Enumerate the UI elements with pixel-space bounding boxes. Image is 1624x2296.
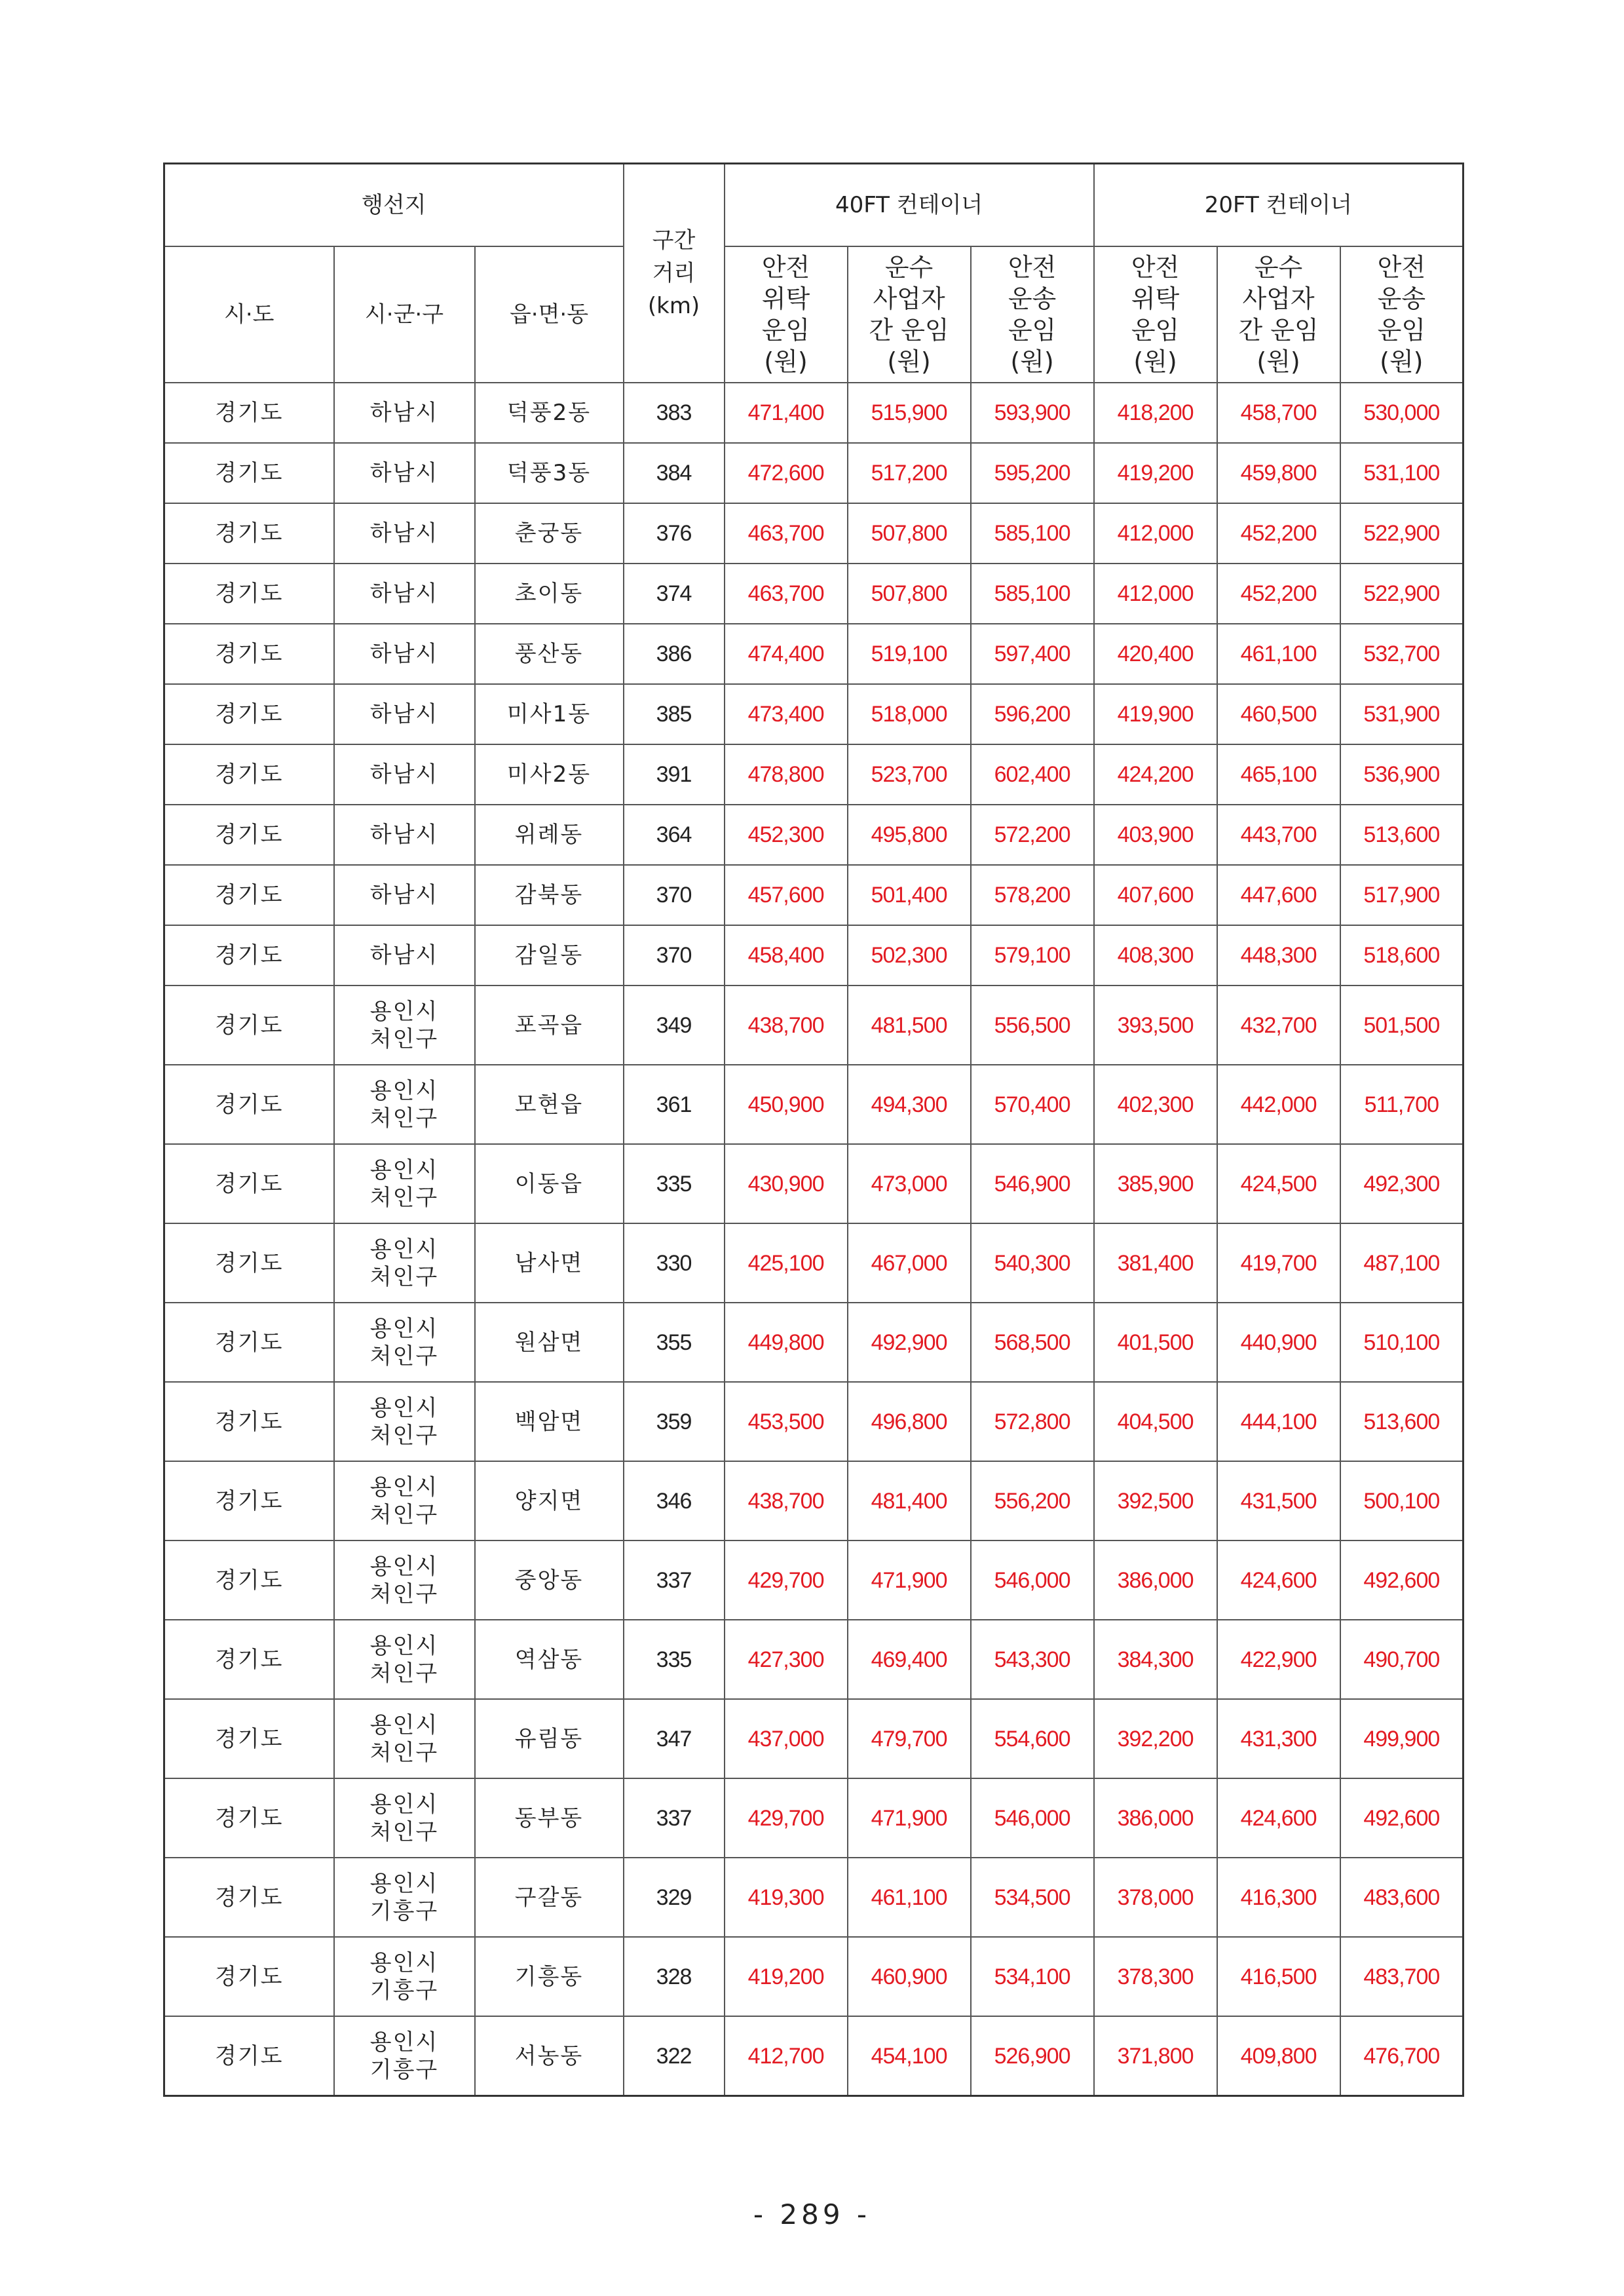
ft20-carrier-cell: 461,100 [1217,624,1340,684]
province-cell: 경기도 [164,2016,334,2096]
ft20-carrier-cell: 460,500 [1217,684,1340,744]
table-row [164,865,1463,925]
ft20-carrier-cell: 442,000 [1217,1065,1340,1144]
town-cell: 미사2동 [475,744,624,805]
distance-cell: 322 [624,2016,725,2096]
ft20-safe-transport-cell: 492,600 [1340,1540,1463,1620]
ft40-carrier-cell: 494,300 [848,1065,971,1144]
ft40-safe-consign-cell: 438,700 [725,985,848,1065]
distance-header: 구간 거리 (km) [624,164,725,383]
ft40-carrier-header: 운수 사업자 간 운임 (원) [848,246,971,383]
distance-cell: 337 [624,1540,725,1620]
ft40-carrier-cell: 495,800 [848,805,971,865]
ft20-safe-consign-cell: 403,900 [1094,805,1217,865]
town-cell: 감북동 [475,865,624,925]
ft20-safe-transport-cell: 518,600 [1340,925,1463,985]
ft20-safe-consign-cell: 419,200 [1094,443,1217,503]
ft40-safe-consign-cell: 452,300 [725,805,848,865]
ft20-safe-consign-cell: 386,000 [1094,1540,1217,1620]
table-row [164,1699,1463,1778]
town-cell: 감일동 [475,925,624,985]
town-cell: 모현읍 [475,1065,624,1144]
ft40-safe-transport-cell: 526,900 [971,2016,1094,2096]
ft20-safe-transport-cell: 522,900 [1340,503,1463,564]
table-row [164,1382,1463,1461]
province-cell: 경기도 [164,383,334,443]
table-row [164,1303,1463,1382]
city-cell: 용인시 처인구 [334,1620,475,1699]
ft20-safe-consign-cell: 412,000 [1094,564,1217,624]
distance-cell: 361 [624,1065,725,1144]
ft20-safe-consign-cell: 408,300 [1094,925,1217,985]
town-cell: 구갈동 [475,1858,624,1937]
town-cell: 풍산동 [475,624,624,684]
ft40-safe-consign-cell: 471,400 [725,383,848,443]
ft20-carrier-cell: 452,200 [1217,503,1340,564]
table-row [164,805,1463,865]
ft20-safe-consign-cell: 381,400 [1094,1223,1217,1303]
ft40-safe-consign-cell: 457,600 [725,865,848,925]
city-header: 시·군·구 [334,246,475,383]
table-row [164,744,1463,805]
ft40-safe-transport-cell: 585,100 [971,564,1094,624]
ft20-safe-consign-cell: 424,200 [1094,744,1217,805]
ft20-safe-transport-cell: 513,600 [1340,1382,1463,1461]
ft40-carrier-cell: 481,400 [848,1461,971,1540]
city-cell: 용인시 처인구 [334,1778,475,1858]
ft20-carrier-header: 운수 사업자 간 운임 (원) [1217,246,1340,383]
city-cell: 용인시 처인구 [334,985,475,1065]
ft40-safe-transport-cell: 543,300 [971,1620,1094,1699]
table-row [164,1858,1463,1937]
table-row [164,1540,1463,1620]
distance-cell: 374 [624,564,725,624]
ft20-carrier-cell: 458,700 [1217,383,1340,443]
ft20-safe-consign-cell: 371,800 [1094,2016,1217,2096]
distance-cell: 335 [624,1620,725,1699]
ft20-safe-transport-cell: 483,600 [1340,1858,1463,1937]
ft40-safe-transport-cell: 602,400 [971,744,1094,805]
ft40-safe-consign-cell: 437,000 [725,1699,848,1778]
ft40-safe-transport-cell: 570,400 [971,1065,1094,1144]
ft20-safe-transport-header: 안전 운송 운임 (원) [1340,246,1463,383]
ft40-safe-consign-cell: 430,900 [725,1144,848,1223]
city-cell: 하남시 [334,443,475,503]
province-cell: 경기도 [164,1620,334,1699]
table-row [164,1223,1463,1303]
ft20-carrier-cell: 431,300 [1217,1699,1340,1778]
province-header: 시·도 [164,246,334,383]
freight-rate-table [163,163,1464,2097]
town-cell: 춘궁동 [475,503,624,564]
ft20-carrier-cell: 431,500 [1217,1461,1340,1540]
ft20-carrier-cell: 424,600 [1217,1778,1340,1858]
ft20-safe-consign-header: 안전 위탁 운임 (원) [1094,246,1217,383]
ft20-safe-consign-cell: 378,300 [1094,1937,1217,2016]
city-cell: 용인시 기흥구 [334,1858,475,1937]
town-cell: 미사1동 [475,684,624,744]
ft40-safe-transport-cell: 534,500 [971,1858,1094,1937]
province-cell: 경기도 [164,1461,334,1540]
town-cell: 초이동 [475,564,624,624]
ft20-safe-consign-cell: 384,300 [1094,1620,1217,1699]
table-row [164,985,1463,1065]
city-cell: 하남시 [334,744,475,805]
ft40-safe-transport-cell: 593,900 [971,383,1094,443]
table-row [164,2016,1463,2096]
ft20-carrier-cell: 416,500 [1217,1937,1340,2016]
ft40-safe-transport-cell: 556,200 [971,1461,1094,1540]
ft40-safe-consign-cell: 438,700 [725,1461,848,1540]
ft40-safe-transport-cell: 568,500 [971,1303,1094,1382]
ft40-safe-consign-cell: 412,700 [725,2016,848,2096]
ft40-safe-consign-cell: 419,300 [725,1858,848,1937]
ft20-carrier-cell: 416,300 [1217,1858,1340,1937]
ft40-safe-transport-cell: 596,200 [971,684,1094,744]
ft40-safe-consign-cell: 429,700 [725,1540,848,1620]
province-cell: 경기도 [164,1223,334,1303]
ft40-carrier-cell: 519,100 [848,624,971,684]
town-cell: 역삼동 [475,1620,624,1699]
city-cell: 하남시 [334,805,475,865]
town-cell: 유림동 [475,1699,624,1778]
province-cell: 경기도 [164,1144,334,1223]
ft20-carrier-cell: 447,600 [1217,865,1340,925]
ft40-carrier-cell: 501,400 [848,865,971,925]
ft20-safe-transport-cell: 476,700 [1340,2016,1463,2096]
ft40-carrier-cell: 507,800 [848,564,971,624]
ft20-safe-transport-cell: 517,900 [1340,865,1463,925]
ft40-safe-transport-cell: 579,100 [971,925,1094,985]
ft20-safe-consign-cell: 392,200 [1094,1699,1217,1778]
ft40-safe-transport-cell: 546,000 [971,1540,1094,1620]
ft40-safe-transport-cell: 546,000 [971,1778,1094,1858]
distance-cell: 370 [624,925,725,985]
province-cell: 경기도 [164,624,334,684]
distance-cell: 386 [624,624,725,684]
table-row [164,1144,1463,1223]
table-body [164,383,1463,2096]
town-cell: 남사면 [475,1223,624,1303]
ft40-safe-consign-cell: 429,700 [725,1778,848,1858]
distance-cell: 370 [624,865,725,925]
ft40-safe-transport-cell: 578,200 [971,865,1094,925]
page-number: - 289 - [753,2198,871,2230]
ft40-safe-transport-cell: 597,400 [971,624,1094,684]
city-cell: 하남시 [334,925,475,985]
city-cell: 용인시 처인구 [334,1699,475,1778]
distance-cell: 329 [624,1858,725,1937]
ft40-safe-transport-cell: 595,200 [971,443,1094,503]
ft40-safe-consign-cell: 427,300 [725,1620,848,1699]
ft40-carrier-cell: 523,700 [848,744,971,805]
ft40-safe-consign-cell: 450,900 [725,1065,848,1144]
ft40-carrier-cell: 461,100 [848,1858,971,1937]
ft20-safe-consign-cell: 420,400 [1094,624,1217,684]
ft20-safe-transport-cell: 499,900 [1340,1699,1463,1778]
town-cell: 덕풍3동 [475,443,624,503]
ft20-safe-consign-cell: 407,600 [1094,865,1217,925]
province-cell: 경기도 [164,564,334,624]
town-cell: 이동읍 [475,1144,624,1223]
ft20-carrier-cell: 419,700 [1217,1223,1340,1303]
ft20-safe-consign-cell: 393,500 [1094,985,1217,1065]
ft40-safe-transport-header: 안전 운송 운임 (원) [971,246,1094,383]
table-row [164,1065,1463,1144]
ft20-safe-consign-cell: 386,000 [1094,1778,1217,1858]
ft20-safe-transport-cell: 536,900 [1340,744,1463,805]
table-row [164,1778,1463,1858]
ft40-safe-consign-cell: 473,400 [725,684,848,744]
province-cell: 경기도 [164,684,334,744]
table-row [164,1620,1463,1699]
ft40-safe-transport-cell: 534,100 [971,1937,1094,2016]
ft20-safe-consign-cell: 419,900 [1094,684,1217,744]
ft20-safe-consign-cell: 401,500 [1094,1303,1217,1382]
distance-cell: 335 [624,1144,725,1223]
province-cell: 경기도 [164,744,334,805]
ft40-safe-consign-cell: 453,500 [725,1382,848,1461]
ft40-carrier-cell: 518,000 [848,684,971,744]
ft40-safe-transport-cell: 572,200 [971,805,1094,865]
province-cell: 경기도 [164,1382,334,1461]
ft20-safe-consign-cell: 378,000 [1094,1858,1217,1937]
ft20-carrier-cell: 440,900 [1217,1303,1340,1382]
ft20-safe-transport-cell: 532,700 [1340,624,1463,684]
table-row [164,443,1463,503]
ft40-carrier-cell: 515,900 [848,383,971,443]
ft40-safe-consign-cell: 463,700 [725,503,848,564]
ft20-safe-consign-cell: 418,200 [1094,383,1217,443]
city-cell: 용인시 기흥구 [334,1937,475,2016]
ft40-carrier-cell: 473,000 [848,1144,971,1223]
city-cell: 하남시 [334,865,475,925]
province-cell: 경기도 [164,1858,334,1937]
ft20-carrier-cell: 422,900 [1217,1620,1340,1699]
distance-cell: 385 [624,684,725,744]
ft40-carrier-cell: 471,900 [848,1540,971,1620]
ft40-safe-consign-cell: 458,400 [725,925,848,985]
city-cell: 용인시 처인구 [334,1065,475,1144]
city-cell: 용인시 처인구 [334,1223,475,1303]
ft20-safe-transport-cell: 511,700 [1340,1065,1463,1144]
ft20-carrier-cell: 448,300 [1217,925,1340,985]
ft20-safe-transport-cell: 522,900 [1340,564,1463,624]
ft40-carrier-cell: 492,900 [848,1303,971,1382]
town-cell: 동부동 [475,1778,624,1858]
city-cell: 용인시 처인구 [334,1382,475,1461]
city-cell: 용인시 처인구 [334,1144,475,1223]
province-cell: 경기도 [164,1303,334,1382]
ft20-safe-transport-cell: 501,500 [1340,985,1463,1065]
ft20-carrier-cell: 459,800 [1217,443,1340,503]
province-cell: 경기도 [164,1540,334,1620]
table-row [164,383,1463,443]
town-cell: 포곡읍 [475,985,624,1065]
table-row [164,925,1463,985]
city-cell: 하남시 [334,503,475,564]
town-cell: 중앙동 [475,1540,624,1620]
ft40-carrier-cell: 507,800 [848,503,971,564]
province-cell: 경기도 [164,805,334,865]
ft20-safe-transport-cell: 492,600 [1340,1778,1463,1858]
distance-cell: 346 [624,1461,725,1540]
province-cell: 경기도 [164,443,334,503]
province-cell: 경기도 [164,1699,334,1778]
ft20-carrier-cell: 424,500 [1217,1144,1340,1223]
distance-cell: 391 [624,744,725,805]
distance-cell: 330 [624,1223,725,1303]
town-cell: 위례동 [475,805,624,865]
distance-cell: 364 [624,805,725,865]
distance-cell: 349 [624,985,725,1065]
ft40-safe-transport-cell: 572,800 [971,1382,1094,1461]
town-cell: 서농동 [475,2016,624,2096]
ft20-safe-transport-cell: 531,100 [1340,443,1463,503]
ft20-carrier-cell: 409,800 [1217,2016,1340,2096]
ft20-safe-consign-cell: 404,500 [1094,1382,1217,1461]
province-cell: 경기도 [164,1937,334,2016]
ft40-safe-consign-cell: 449,800 [725,1303,848,1382]
ft40-safe-transport-cell: 556,500 [971,985,1094,1065]
ft40-carrier-cell: 502,300 [848,925,971,985]
ft40-carrier-cell: 479,700 [848,1699,971,1778]
city-cell: 용인시 기흥구 [334,2016,475,2096]
ft40-carrier-cell: 517,200 [848,443,971,503]
ft20-safe-consign-cell: 402,300 [1094,1065,1217,1144]
distance-cell: 328 [624,1937,725,2016]
ft40-carrier-cell: 460,900 [848,1937,971,2016]
ft20-safe-transport-cell: 531,900 [1340,684,1463,744]
distance-cell: 383 [624,383,725,443]
ft20-carrier-cell: 443,700 [1217,805,1340,865]
ft40-carrier-cell: 467,000 [848,1223,971,1303]
distance-cell: 384 [624,443,725,503]
ft20-carrier-cell: 424,600 [1217,1540,1340,1620]
table-row [164,624,1463,684]
ft40-safe-consign-cell: 478,800 [725,744,848,805]
city-cell: 하남시 [334,624,475,684]
ft40-safe-transport-cell: 540,300 [971,1223,1094,1303]
city-cell: 하남시 [334,684,475,744]
table-row [164,1461,1463,1540]
distance-cell: 376 [624,503,725,564]
destination-header: 행선지 [164,164,624,247]
ft20-safe-transport-cell: 487,100 [1340,1223,1463,1303]
ft20-carrier-cell: 444,100 [1217,1382,1340,1461]
ft20-header: 20FT 컨테이너 [1094,164,1463,247]
ft20-carrier-cell: 465,100 [1217,744,1340,805]
ft20-safe-consign-cell: 392,500 [1094,1461,1217,1540]
distance-cell: 359 [624,1382,725,1461]
city-cell: 하남시 [334,564,475,624]
ft20-safe-consign-cell: 412,000 [1094,503,1217,564]
town-cell: 양지면 [475,1461,624,1540]
province-cell: 경기도 [164,925,334,985]
town-cell: 원삼면 [475,1303,624,1382]
ft40-carrier-cell: 469,400 [848,1620,971,1699]
ft20-carrier-cell: 452,200 [1217,564,1340,624]
ft20-safe-transport-cell: 490,700 [1340,1620,1463,1699]
ft40-carrier-cell: 496,800 [848,1382,971,1461]
province-cell: 경기도 [164,985,334,1065]
town-cell: 백암면 [475,1382,624,1461]
ft40-safe-consign-cell: 425,100 [725,1223,848,1303]
ft40-safe-consign-cell: 463,700 [725,564,848,624]
table-row [164,503,1463,564]
ft40-safe-consign-cell: 419,200 [725,1937,848,2016]
town-cell: 덕풍2동 [475,383,624,443]
ft20-safe-transport-cell: 500,100 [1340,1461,1463,1540]
table-row [164,1937,1463,2016]
ft40-safe-consign-cell: 472,600 [725,443,848,503]
ft20-safe-transport-cell: 513,600 [1340,805,1463,865]
ft40-carrier-cell: 471,900 [848,1778,971,1858]
ft20-safe-transport-cell: 510,100 [1340,1303,1463,1382]
table-row [164,564,1463,624]
town-cell: 기흥동 [475,1937,624,2016]
ft20-carrier-cell: 432,700 [1217,985,1340,1065]
ft40-carrier-cell: 454,100 [848,2016,971,2096]
ft20-safe-transport-cell: 530,000 [1340,383,1463,443]
distance-cell: 347 [624,1699,725,1778]
ft40-safe-consign-cell: 474,400 [725,624,848,684]
town-header: 읍·면·동 [475,246,624,383]
ft40-header: 40FT 컨테이너 [725,164,1094,247]
province-cell: 경기도 [164,1065,334,1144]
province-cell: 경기도 [164,865,334,925]
table-row [164,684,1463,744]
province-cell: 경기도 [164,503,334,564]
ft20-safe-consign-cell: 385,900 [1094,1144,1217,1223]
city-cell: 용인시 처인구 [334,1540,475,1620]
ft40-safe-consign-header: 안전 위탁 운임 (원) [725,246,848,383]
city-cell: 하남시 [334,383,475,443]
ft40-safe-transport-cell: 554,600 [971,1699,1094,1778]
city-cell: 용인시 처인구 [334,1303,475,1382]
city-cell: 용인시 처인구 [334,1461,475,1540]
ft20-safe-transport-cell: 492,300 [1340,1144,1463,1223]
ft40-carrier-cell: 481,500 [848,985,971,1065]
province-cell: 경기도 [164,1778,334,1858]
ft40-safe-transport-cell: 585,100 [971,503,1094,564]
ft40-safe-transport-cell: 546,900 [971,1144,1094,1223]
ft20-safe-transport-cell: 483,700 [1340,1937,1463,2016]
distance-cell: 337 [624,1778,725,1858]
distance-cell: 355 [624,1303,725,1382]
